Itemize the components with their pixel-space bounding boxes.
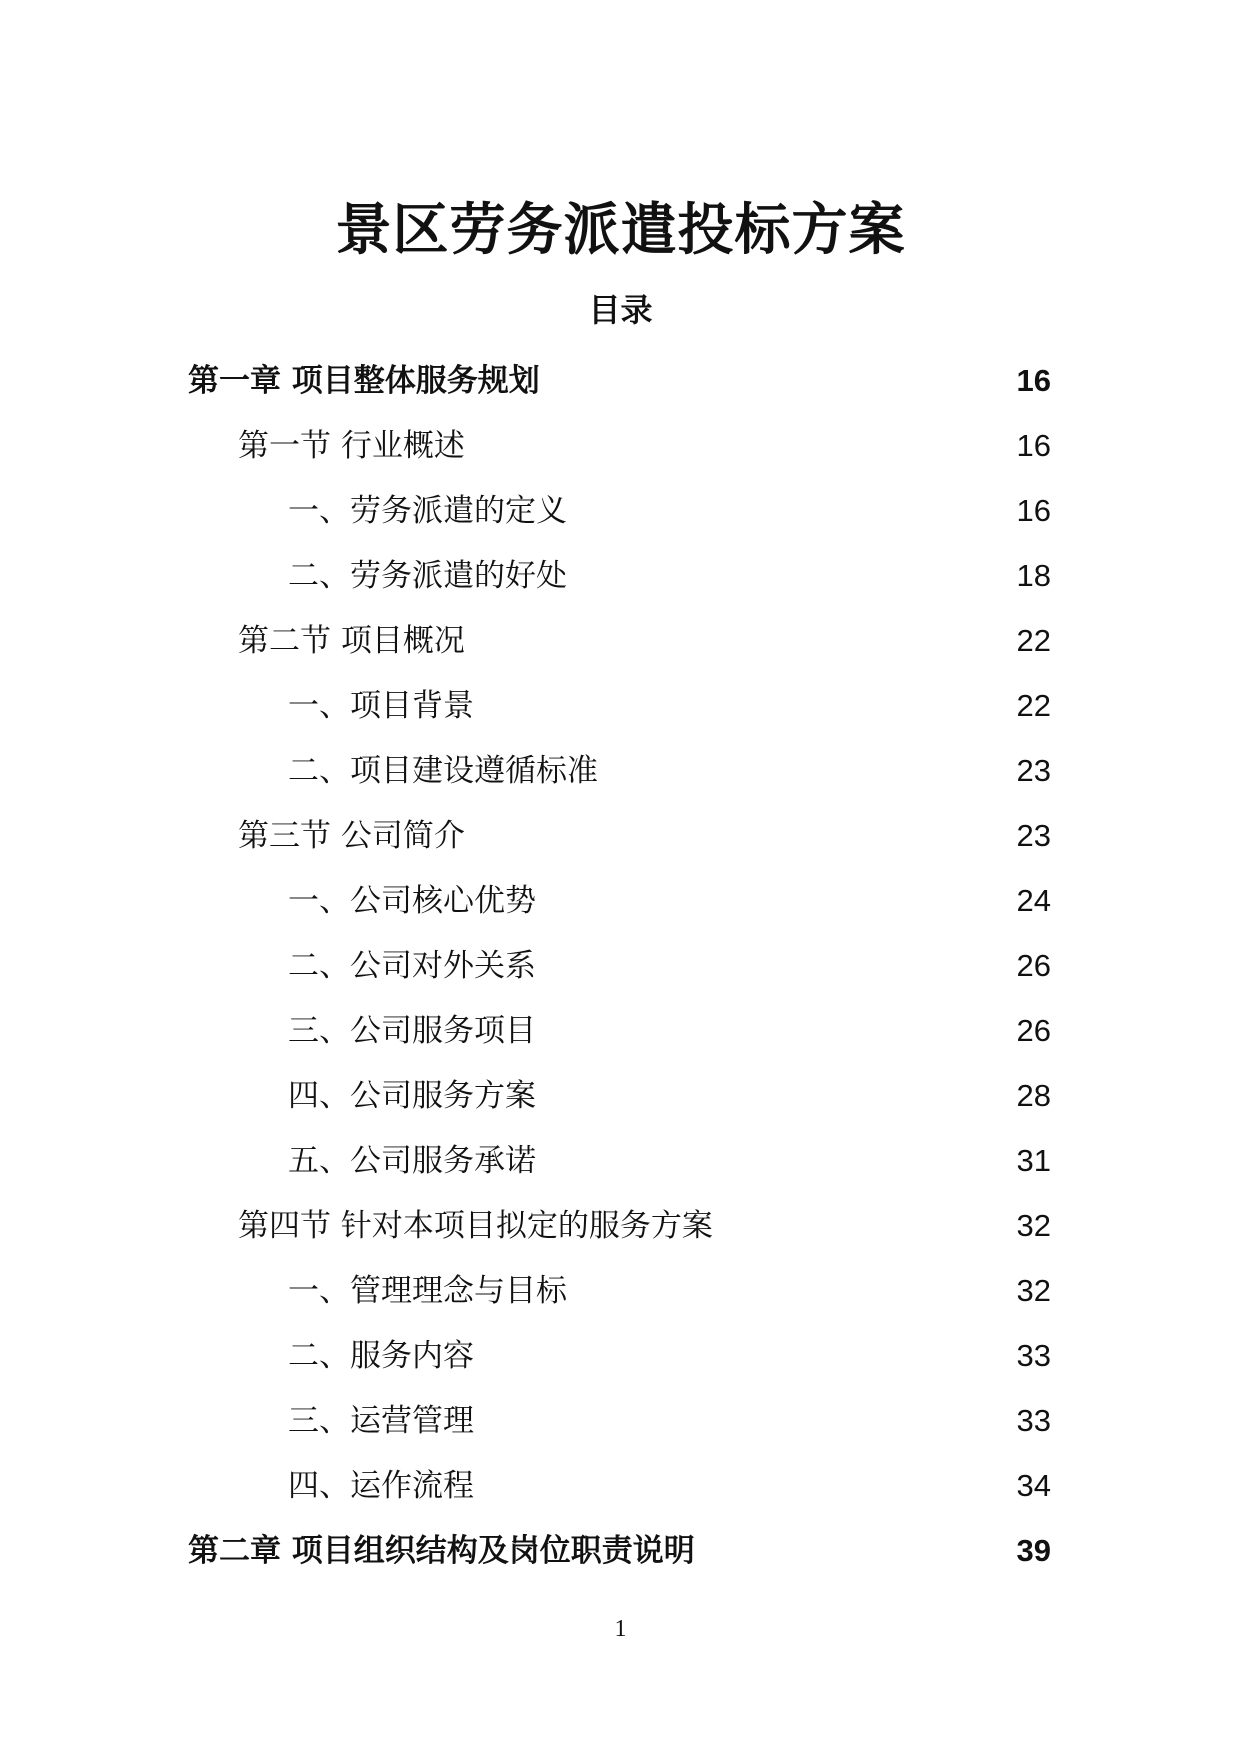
toc-entry-label: 一、管理理念与目标 [288,1272,567,1309]
toc-entry-page-number: 26 [1016,947,1051,983]
toc-entry-page-number: 26 [1016,1012,1051,1048]
toc-entry-page-number: 32 [1016,1207,1051,1243]
toc-subsection-entry[interactable] [188,1453,1051,1518]
toc-entry-label: 三、运营管理 [288,1402,474,1439]
toc-entry-page-number: 16 [1016,492,1051,528]
toc-subsection-entry[interactable] [188,673,1051,738]
toc-entry-page-number: 33 [1016,1337,1051,1373]
toc-entry-page-number: 34 [1016,1467,1051,1503]
toc-section-entry[interactable] [188,413,1051,478]
toc-entry-label: 五、公司服务承诺 [288,1142,536,1179]
toc-subsection-entry[interactable] [188,738,1051,803]
toc-subsection-entry[interactable] [188,1388,1051,1453]
toc-subsection-entry[interactable] [188,478,1051,543]
toc-entry-label: 三、公司服务项目 [288,1012,536,1049]
toc-entry-label: 第二章 项目组织结构及岗位职责说明 [188,1532,695,1569]
toc-entry-page-number: 16 [1016,427,1051,463]
toc-entry-page-number: 23 [1016,817,1051,853]
document-title: 景区劳务派遣投标方案 [335,198,906,263]
toc-entry-label: 第一节 行业概述 [238,427,465,464]
toc-entry-label: 一、项目背景 [288,687,474,724]
toc-entry-label: 一、劳务派遣的定义 [288,492,567,529]
toc-subsection-entry[interactable] [188,868,1051,933]
toc-heading: 目录 [588,291,653,329]
toc-entry-label: 四、运作流程 [288,1467,474,1504]
toc-section-entry[interactable] [188,1193,1051,1258]
toc-subsection-entry[interactable] [188,1128,1051,1193]
toc-entry-label: 第二节 项目概况 [238,622,465,659]
toc-entry-label: 二、项目建设遵循标准 [288,752,598,789]
toc-subsection-entry[interactable] [188,1258,1051,1323]
toc-entry-page-number: 33 [1016,1402,1051,1438]
toc-entry-page-number: 23 [1016,752,1051,788]
toc-subsection-entry[interactable] [188,543,1051,608]
toc-entry-label: 第四节 针对本项目拟定的服务方案 [238,1207,713,1244]
toc-entry-page-number: 16 [1016,362,1051,398]
toc-entry-label: 二、劳务派遣的好处 [288,557,567,594]
table-of-contents [188,348,1051,1583]
toc-section-entry[interactable] [188,803,1051,868]
toc-entry-page-number: 39 [1016,1532,1051,1568]
toc-subsection-entry[interactable] [188,998,1051,1063]
toc-entry-label: 二、服务内容 [288,1337,474,1374]
toc-entry-label: 二、公司对外关系 [288,947,536,984]
toc-subsection-entry[interactable] [188,933,1051,998]
toc-subsection-entry[interactable] [188,1063,1051,1128]
toc-section-entry[interactable] [188,608,1051,673]
toc-entry-page-number: 24 [1016,882,1051,918]
toc-entry-page-number: 32 [1016,1272,1051,1308]
toc-entry-label: 第三节 公司简介 [238,817,465,854]
toc-entry-page-number: 31 [1016,1142,1051,1178]
toc-subsection-entry[interactable] [188,1323,1051,1388]
toc-chapter-entry[interactable] [188,1518,1051,1583]
toc-entry-page-number: 22 [1016,687,1051,723]
toc-entry-label: 第一章 项目整体服务规划 [188,362,540,399]
toc-entry-page-number: 18 [1016,557,1051,593]
toc-entry-label: 四、公司服务方案 [288,1077,536,1114]
toc-entry-page-number: 22 [1016,622,1051,658]
toc-chapter-entry[interactable] [188,348,1051,413]
toc-entry-page-number: 28 [1016,1077,1051,1113]
page-number: 1 [614,1616,627,1642]
toc-entry-label: 一、公司核心优势 [288,882,536,919]
